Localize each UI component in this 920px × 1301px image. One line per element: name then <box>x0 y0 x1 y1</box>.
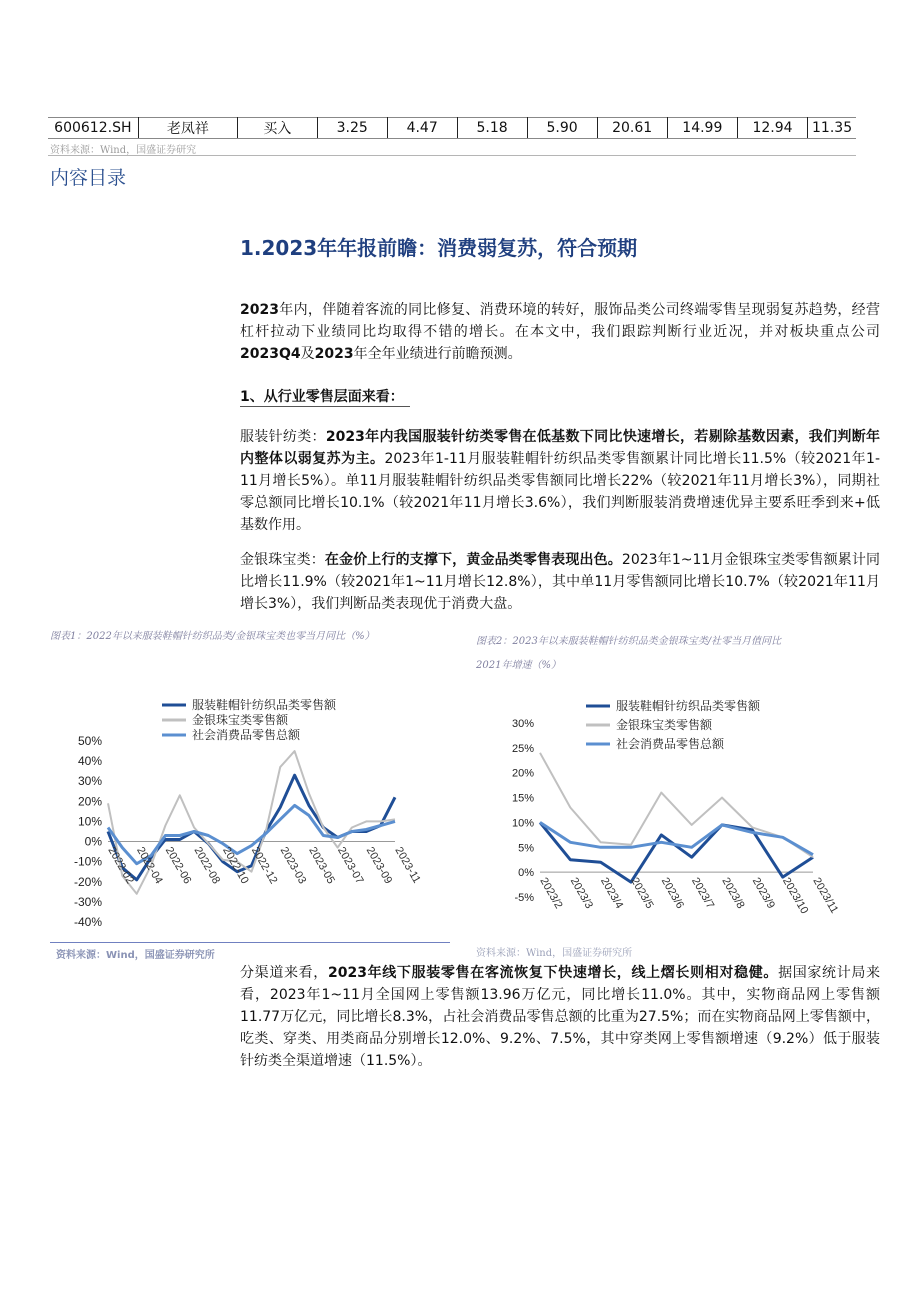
x-tick-label: 2023/11 <box>810 875 841 916</box>
intro-text-2: 及 <box>300 346 315 362</box>
table-cell: 5.18 <box>457 118 527 139</box>
table-cell: 20.61 <box>597 118 667 139</box>
figure2-caption-line2: 2021年增速（%） <box>476 660 561 671</box>
y-tick-label: 50% <box>77 734 102 748</box>
legend-label: 金银珠宝类零售额 <box>192 713 289 727</box>
table-row <box>48 118 856 139</box>
x-tick-label: 2023-11 <box>392 845 423 886</box>
table-cell: 4.47 <box>387 118 457 139</box>
y-tick-label: -20% <box>73 874 102 889</box>
x-tick-label: 2023/2 <box>537 875 565 911</box>
stock-table <box>48 117 856 139</box>
figure2-chart <box>476 690 876 935</box>
jewelry-text: 2023年1~11月金银珠宝类零售额累计同比增长11.9%（较2021年1~11月增长12.8%），其中单11月零售额同比增长10.7%（较2021年11月增长3%），我们判断品类表现优于消费大盘。 <box>240 552 881 612</box>
x-tick-label: 2023/9 <box>749 875 777 911</box>
x-tick-label: 2022-10 <box>220 845 251 887</box>
table-cell: 3.25 <box>317 118 387 139</box>
table-cell: 买入 <box>238 118 318 139</box>
figure1-chart <box>50 688 450 943</box>
figure1-rule <box>50 942 450 943</box>
x-tick-label: 2022-08 <box>191 845 223 887</box>
y-tick-label: 20% <box>77 794 102 809</box>
x-tick-label: 2023/8 <box>719 875 747 911</box>
jewelry-paragraph <box>240 549 880 615</box>
x-tick-label: 2023-09 <box>363 845 395 887</box>
x-tick-label: 2023/6 <box>658 875 686 911</box>
legend-label: 服装鞋帽针纺织品类零售额 <box>616 699 761 713</box>
sub-heading: 1、从行业零售层面来看： <box>240 389 404 405</box>
figure2-source: 资料来源：Wind，国盛证券研究所 <box>476 948 633 959</box>
y-tick-label: 0% <box>84 834 102 849</box>
y-tick-label: 20% <box>511 767 534 780</box>
table-cell: 11.35 <box>808 118 856 139</box>
series-line-0 <box>540 822 813 882</box>
y-tick-label: 25% <box>511 742 534 755</box>
x-tick-label: 2022-04 <box>134 845 165 887</box>
legend-label: 金银珠宝类零售额 <box>616 718 713 732</box>
y-tick-label: -30% <box>73 894 102 909</box>
y-tick-label: 0% <box>518 867 534 880</box>
divider <box>48 155 856 156</box>
figure1-source: 资料来源：Wind，国盛证券研究所 <box>56 950 215 961</box>
y-tick-label: 10% <box>77 814 102 829</box>
series-line-2 <box>540 822 813 854</box>
section-heading: 1.2023年年报前瞻：消费弱复苏，符合预期 <box>240 236 638 260</box>
intro-bold-2: 2023Q4 <box>240 346 301 362</box>
x-tick-label: 2023/10 <box>780 875 811 917</box>
legend-label: 服装鞋帽针纺织品类零售额 <box>192 698 337 712</box>
toc-title[interactable]: 内容目录 <box>50 167 127 189</box>
apparel-text: 2023年1-11月服装鞋帽针纺织品类零售额累计同比增长11.5%（较2021年1-11月增长5%）。单11月服装鞋帽针纺织品类零售额同比增长22%（较2021年11月增长3%），同期社零总额同比增长10.1%（较2021年11月增长3.6%），我们判断服装消费增速优异主要系旺季到来+低基数作用。 <box>240 451 880 533</box>
intro-bold-3: 2023 <box>314 346 354 362</box>
sub-heading-underline <box>240 406 410 407</box>
apparel-paragraph <box>240 426 880 536</box>
y-tick-label: -5% <box>514 892 534 904</box>
series-line-1 <box>540 753 813 857</box>
jewelry-lead: 金银珠宝类： <box>240 552 325 568</box>
y-tick-label: 5% <box>518 842 534 855</box>
x-tick-label: 2023-05 <box>306 845 337 887</box>
channel-paragraph <box>240 962 880 1072</box>
x-tick-label: 2023/7 <box>689 875 717 911</box>
table-cell: 12.94 <box>737 118 807 139</box>
figure1-caption: 图表1：2022年以来服装鞋帽针纺织品类/金银珠宝类也零当月同比（%） <box>50 631 375 642</box>
x-tick-label: 2022-12 <box>248 845 280 887</box>
x-tick-label: 2023-07 <box>335 845 366 887</box>
table-cell: 5.90 <box>527 118 597 139</box>
table-cell: 14.99 <box>667 118 737 139</box>
table-cell: 老凤祥 <box>138 118 237 139</box>
apparel-bold: 2023年内我国服装针纺类零售在低基数下同比快速增长，若剔除基数因素，我们判断年内整体以弱复苏为主。 <box>240 429 881 467</box>
y-tick-label: 15% <box>511 792 534 805</box>
table-cell: 600612.SH <box>48 118 138 139</box>
apparel-lead: 服装针纺类： <box>240 429 326 445</box>
legend-label: 社会消费品零售总额 <box>616 737 725 751</box>
channel-text: 据国家统计局来看，2023年1~11月全国网上零售额13.96万亿元，同比增长11.0%。其中，实物商品网上零售额11.77万亿元，同比增长8.3%，占社会消费品零售总额的比重为27.5%；而在实物商品网上零售额中，吃类、穿类、用类商品分别增长12.0%、9.2%、7.5%，其中穿类网上零售额增速（9.2%）低于服装针纺类全渠道增速（11.5%）。 <box>240 965 881 1069</box>
x-tick-label: 2023/4 <box>598 875 626 911</box>
x-tick-label: 2023-03 <box>277 845 309 887</box>
intro-text-3: 年全年业绩进行前瞻预测。 <box>353 346 522 362</box>
channel-lead: 分渠道来看， <box>240 965 328 981</box>
intro-paragraph <box>240 299 880 365</box>
intro-text-1: 年内，伴随着客流的同比修复、消费环境的转好，服饰品类公司终端零售呈现弱复苏趋势，经营杠杆拉动下业绩同比均取得不错的增长。在本文中，我们跟踪判断行业近况，并对板块重点公司 <box>240 302 880 340</box>
y-tick-label: 10% <box>511 817 534 830</box>
y-tick-label: -40% <box>73 915 102 929</box>
x-tick-label: 2022-02 <box>105 845 136 887</box>
table-source-note: 资料来源：Wind，国盛证券研究 <box>50 145 197 156</box>
y-tick-label: 30% <box>77 774 102 789</box>
y-tick-label: 30% <box>511 718 534 730</box>
x-tick-label: 2023/3 <box>567 875 595 911</box>
channel-bold: 2023年线下服装零售在客流恢复下快速增长，线上熠长则相对稳健。 <box>327 965 779 981</box>
figure2-caption-line1: 图表2：2023年以来服装鞋帽针纺织品类金银珠宝类/社零当月值同比 <box>476 636 782 647</box>
jewelry-bold: 在金价上行的支撑下，黄金品类零售表现出色。 <box>324 552 622 568</box>
x-tick-label: 2022-06 <box>162 845 194 887</box>
legend-label: 社会消费品零售总额 <box>192 728 301 742</box>
x-tick-label: 2023/5 <box>628 875 656 911</box>
y-tick-label: -10% <box>73 854 102 869</box>
y-tick-label: 40% <box>77 754 102 769</box>
intro-bold-1: 2023 <box>240 302 279 318</box>
